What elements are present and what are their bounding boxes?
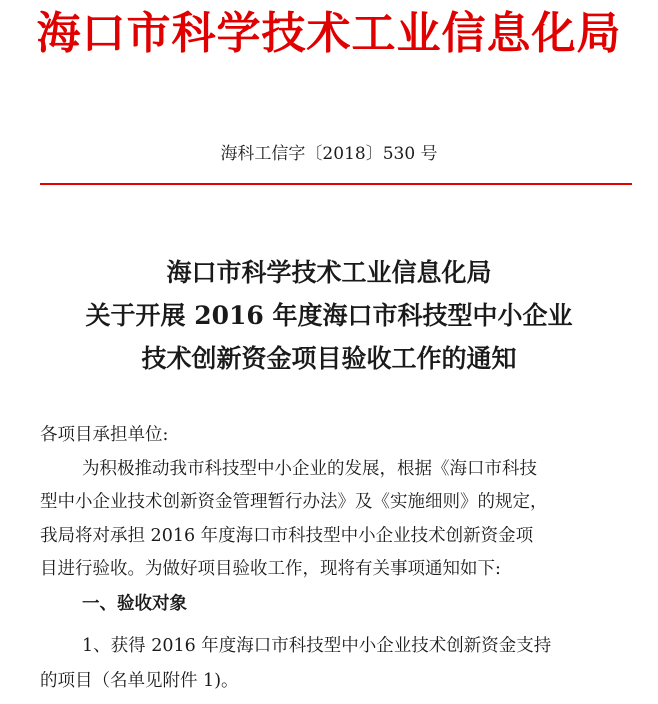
paragraph-line: 目进行验收。为做好项目验收工作，现将有关事项通知如下: bbox=[40, 559, 501, 579]
document-number: 海科工信字〔2018〕530 号 bbox=[220, 144, 438, 164]
section-heading: 一、验收对象 bbox=[82, 594, 187, 614]
notice-title-line-2: 关于开展 2016 年度海口市科技型中小企业 bbox=[85, 301, 573, 330]
paragraph-line: 我局将对承担 2016 年度海口市科技型中小企业技术创新资金项 bbox=[40, 526, 534, 546]
list-item-line: 1、获得 2016 年度海口市科技型中小企业技术创新资金支持 bbox=[82, 636, 552, 656]
list-item-line: 的项目（名单见附件 1)。 bbox=[40, 671, 239, 691]
paragraph-line: 为积极推动我市科技型中小企业的发展，根据《海口市科技 bbox=[82, 459, 537, 479]
paragraph-line: 型中小企业技术创新资金管理暂行办法》及《实施细则》的规定， bbox=[40, 492, 548, 512]
notice-title-line-1: 海口市科学技术工业信息化局 bbox=[166, 258, 492, 287]
header-red-rule bbox=[40, 183, 632, 185]
salutation: 各项目承担单位: bbox=[40, 425, 169, 445]
agency-header: 海口市科学技术工业信息化局 bbox=[36, 8, 622, 59]
notice-title-line-3: 技术创新资金项目验收工作的通知 bbox=[141, 344, 517, 373]
